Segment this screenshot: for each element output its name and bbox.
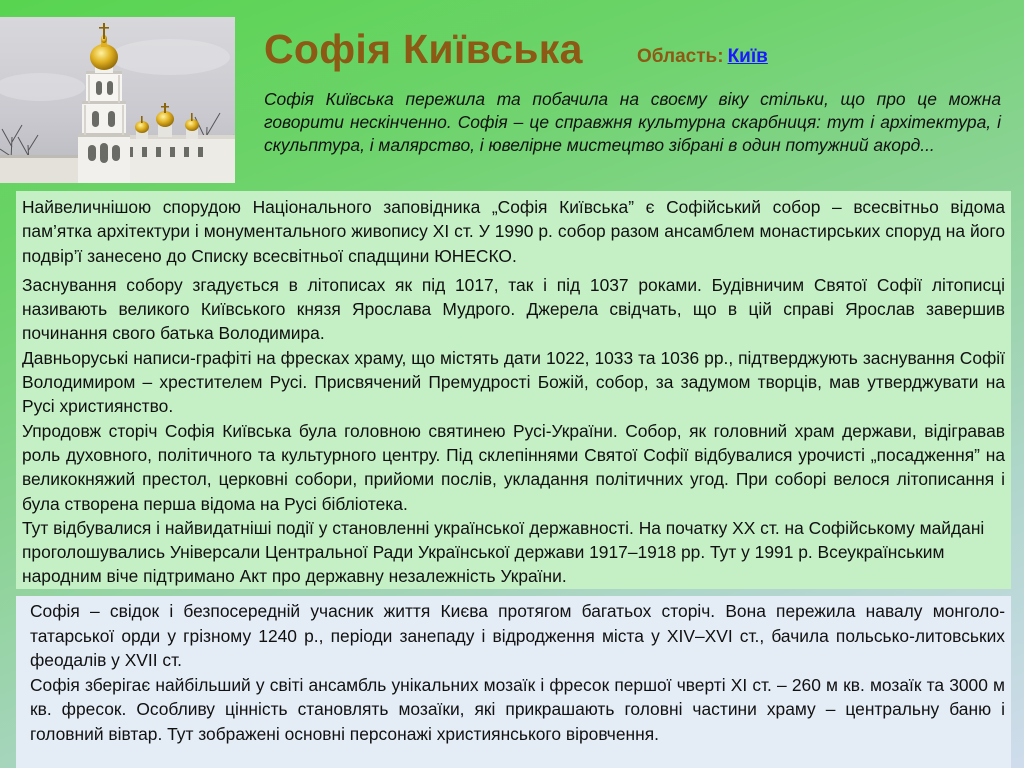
paragraph: Заснування собору згадується в літописах як під 1017, так і під 1037 роками. Будівничим Святої Софії літописці називають великого Київського князя Ярослава Мудрого. Джерела свідчать, що в цій справі Ярослав завершив починання свого батька Володимира. (22, 274, 1005, 344)
region-link[interactable]: Київ (727, 46, 768, 67)
secondary-text-block (16, 596, 1011, 768)
region-info (637, 46, 768, 68)
main-text-block (16, 191, 1011, 589)
page-title: Софія Київська (264, 26, 583, 72)
paragraph: Давньоруські написи-графіті на фресках храму, що містять дати 1022, 1033 та 1036 рр., підтверджують заснування Софії Володимиром – хрестителем Русі. Присвячений Премудрості Божій, собор, за задумом творців, мав утверджувати на Русі християнство. (22, 347, 1005, 417)
paragraph: Софія зберігає найбільший у світі ансамбль унікальних мозаїк і фресок першої чверті XI ст. – 260 м кв. мозаїк та 3000 м кв. фресок. Особливу цінність становлять мозаїки, які прикрашають головні частини храму – центральну баню і головний вівтар. Тут зображені основні персонажі християнського віровчення. (30, 674, 1005, 744)
paragraph: Тут відбувалися і найвидатніші події у становленні української державності. На початку XX ст. на Софійському майдані проголошувались Універсали Центральної Ради Української держави 1917–1918 рр. Тут у 1991 р. Всеукраїнським народним віче підтримано Акт про державну незалежність України. (22, 517, 985, 587)
cathedral-photo (0, 17, 235, 183)
paragraph: Софія – свідок і безпосередній учасник життя Києва протягом багатьох сторіч. Вона пережила навалу монголо-татарської орди у грізному 1240 р., періоди занепаду і відродження міста у XIV–XVI ст., бачила польсько-литовських феодалів у XVII ст. (30, 601, 1005, 670)
region-label: Область: (637, 46, 724, 67)
intro-text: Софія Київська пережила та побачила на своєму віку стільки, що про це можна говорити нескінченно. Софія – це справжня культурна скарбниця: тут і архітектура, і скульптура, і малярство, і ювелірне мистецтво зібрані в один потужний акорд... (264, 89, 1001, 155)
paragraph: Найвеличнішою спорудою Національного заповідника „Софія Київська” є Софійський собор – всесвітньо відома пам’ятка архітектури і монументального живопису XI ст. У 1990 р. собор разом ансамблем монастирських споруд на його подвір’ї занесено до Списку всесвітньої спадщини ЮНЕСКО. (22, 197, 1005, 266)
paragraph: Упродовж сторіч Софія Київська була головною святинею Русі-України. Собор, як головний храм держави, відігравав роль духовного, політичного та культурного центру. Під склепіннями Святої Софії відбувалися урочисті „посадження” на великокняжий престол, церковні собори, прийоми послів, укладання політичних угод. При соборі велося літописання і була створена перша відома на Русі бібліотека. (22, 420, 1005, 514)
